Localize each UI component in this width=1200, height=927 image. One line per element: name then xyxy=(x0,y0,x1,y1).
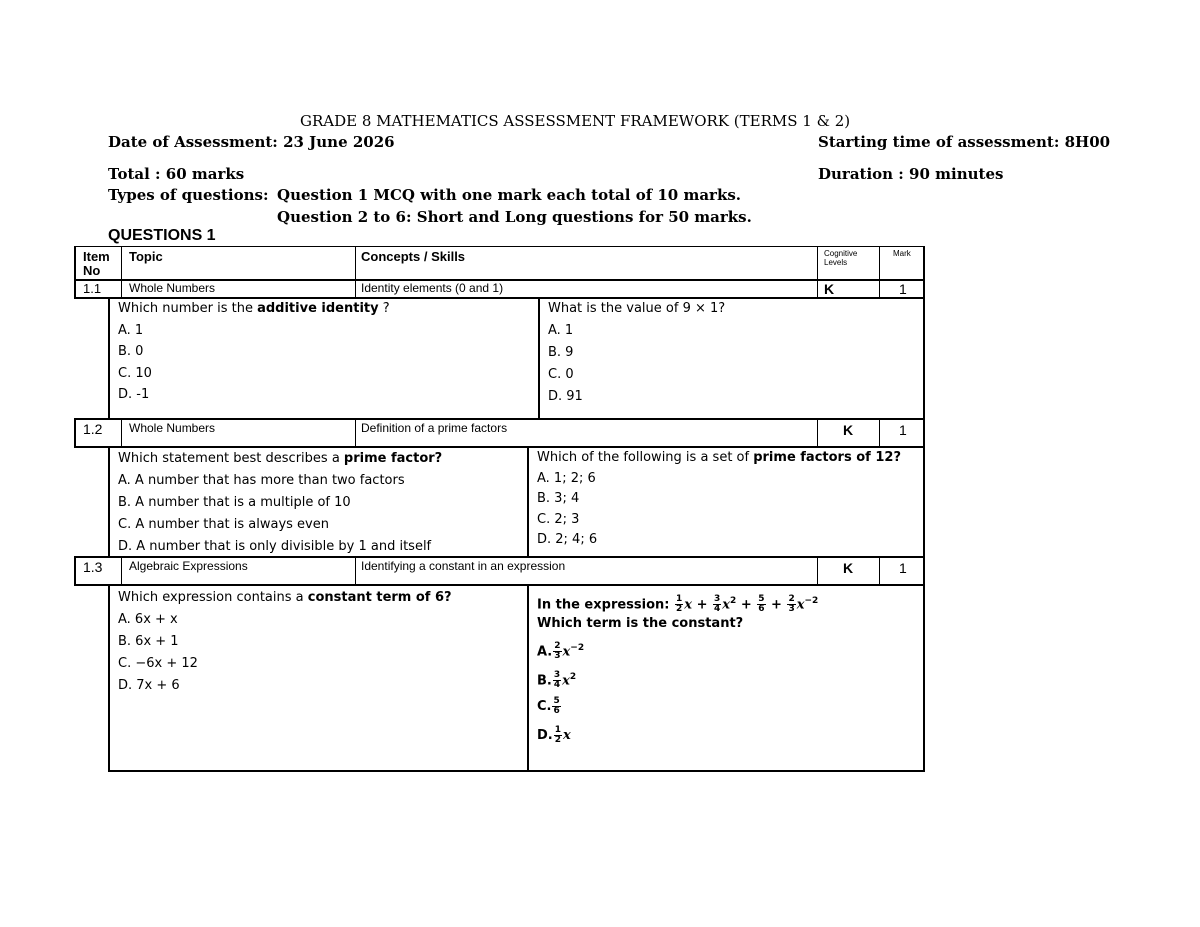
option: C. 10 xyxy=(118,365,152,381)
header-concepts: Concepts / Skills xyxy=(361,249,466,264)
item-no-1-3: 1.3 xyxy=(83,559,103,575)
concept-1-3: Identifying a constant in an expression xyxy=(361,559,566,573)
concept-1-1: Identity elements (0 and 1) xyxy=(361,281,504,295)
level-1-1: K xyxy=(824,281,835,297)
topic-1-2: Whole Numbers xyxy=(129,421,216,435)
option: B. 9 xyxy=(548,345,574,360)
mark-1-3: 1 xyxy=(899,560,907,576)
question-1-1-left: Which number is the additive identity ? A. 1 B. 0 C. 10 D. -1 xyxy=(118,298,390,406)
option-b: B. $\frac{3}{4}$ $x^2$ xyxy=(537,670,577,691)
mark-1-2: 1 xyxy=(899,422,907,438)
starting-time: Starting time of assessment: 8H00 xyxy=(818,133,1111,151)
question-1-3-left: Which expression contains a constant term of 6? A. 6x + x B. 6x + 1 C. −6x + 12 D. 7x + 6 xyxy=(118,587,452,697)
item-no-1-2: 1.2 xyxy=(83,421,103,437)
header-item-no-line1: Item xyxy=(83,249,110,264)
option-a: A. $\frac{2}{3}$ $x^{-2}$ xyxy=(537,641,585,662)
header-mark: Mark xyxy=(893,249,911,258)
expression-prefix: In the expression: xyxy=(537,597,670,613)
level-1-3: K xyxy=(843,560,854,576)
topic-1-3: Algebraic Expressions xyxy=(129,559,248,573)
section-title: QUESTIONS 1 xyxy=(108,227,216,244)
option-d: D. $\frac{1}{2}$ x xyxy=(537,725,571,745)
question-1-1-right xyxy=(548,298,725,408)
duration: Duration : 90 minutes xyxy=(818,165,1004,183)
option: C. A number that is always even xyxy=(118,517,329,532)
option: C. 0 xyxy=(548,367,574,382)
option: A. 1 xyxy=(118,322,144,338)
question-1-2-right: Which of the following is a set of prime factors of 12? A. 1; 2; 6 B. 3; 4 C. 2; 3 D. 2; 4; 6 xyxy=(537,448,901,551)
date-of-assessment: Date of Assessment: 23 June 2026 xyxy=(108,133,395,151)
option: D. 2; 4; 6 xyxy=(537,532,598,547)
types-label: Types of questions: xyxy=(108,186,269,204)
mark-1-1: 1 xyxy=(899,281,907,297)
item-no-1-1: 1.1 xyxy=(83,281,102,296)
option: C. 2; 3 xyxy=(537,511,580,527)
document-title: GRADE 8 MATHEMATICS ASSESSMENT FRAMEWORK (TERMS 1 & 2) xyxy=(300,112,851,130)
header-topic: Topic xyxy=(129,249,163,264)
types-line-1: Question 1 MCQ with one mark each total of 10 marks. xyxy=(277,186,742,204)
option: A. A number that has more than two factors xyxy=(118,473,405,488)
header-cognitive-line2: Levels xyxy=(824,258,848,267)
level-1-2: K xyxy=(843,422,854,438)
option: B. A number that is a multiple of 10 xyxy=(118,495,351,510)
option: D. 91 xyxy=(548,389,583,404)
types-line-2: Question 2 to 6: Short and Long questions for 50 marks. xyxy=(277,208,752,226)
option: B. 6x + 1 xyxy=(118,634,179,649)
option: B. 3; 4 xyxy=(537,491,580,506)
option: A. 6x + x xyxy=(118,612,178,627)
option: B. 0 xyxy=(118,344,144,359)
question-1-3-right xyxy=(537,588,818,750)
option-c: C. $\frac{5}{6}$ xyxy=(537,696,560,716)
option: A. 1; 2; 6 xyxy=(537,470,596,486)
question-1-2-left: Which statement best describes a prime factor? A. A number that has more than two factors B. A number that is a multiple of 10 C. A number that is always even D. A number that is only divisible by 1 and itself xyxy=(118,448,442,558)
expression-line: In the expression: $\frac{1}{2}$ x + $\frac{3}{4}$ $x^2$ + $\frac{5}{6}$ + $\frac{2}{3}$ $x^{-2}$ xyxy=(537,594,819,615)
header-cognitive-line1: Cognitive xyxy=(824,249,858,258)
option: A. 1 xyxy=(548,323,574,338)
topic-1-1: Whole Numbers xyxy=(129,281,216,295)
question-text: What is the value of 9 × 1? xyxy=(548,301,726,316)
question-text: Which term is the constant? xyxy=(537,616,744,631)
header-item-no-line2: No xyxy=(83,263,101,278)
total-marks: Total : 60 marks xyxy=(108,165,245,183)
concept-1-2: Definition of a prime factors xyxy=(361,421,508,435)
option: D. -1 xyxy=(118,387,150,402)
option: C. −6x + 12 xyxy=(118,656,198,671)
option: D. A number that is only divisible by 1 and itself xyxy=(118,539,432,554)
option: D. 7x + 6 xyxy=(118,678,180,693)
